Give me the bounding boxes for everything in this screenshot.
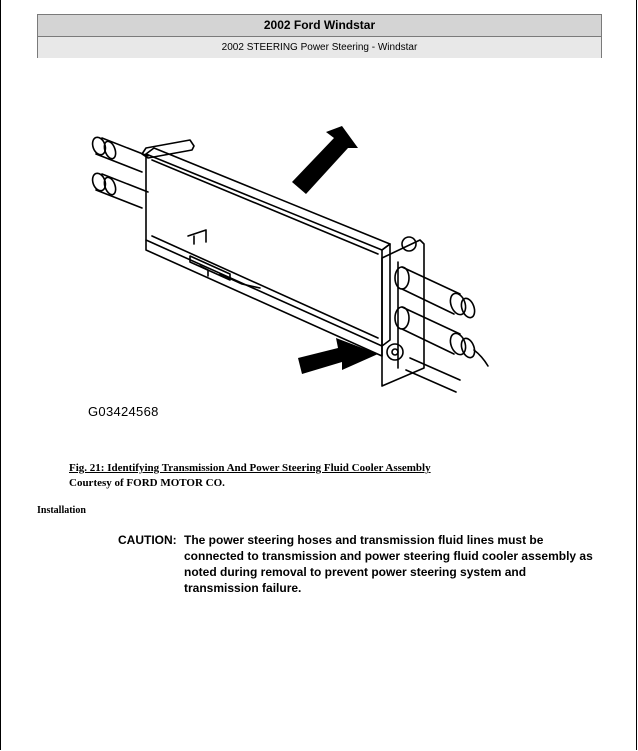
- upper-bolt: [402, 237, 416, 251]
- cooler-top-edge: [146, 148, 390, 250]
- section-heading: Installation: [37, 505, 86, 516]
- caution-label: CAUTION:: [118, 533, 177, 547]
- lower-bolt: [387, 344, 403, 360]
- caption-title: Fig. 21: Identifying Transmission And Power Steering Fluid Cooler Assembly: [69, 462, 431, 474]
- left-lower-tube: [90, 171, 148, 208]
- figure-id-label: G03424568: [88, 404, 159, 419]
- caution-text: The power steering hoses and transmission fluid lines must be connected to transmission and power steering fluid cooler assembly as noted during removal to prevent power steering system and transmission failure.: [184, 533, 593, 595]
- header-title: 2002 Ford Windstar: [38, 15, 601, 37]
- document-header: [37, 14, 602, 58]
- right-bracket: [382, 240, 424, 386]
- bottom-flange: [146, 240, 382, 356]
- upper-pointer-arrow: [292, 126, 358, 194]
- cooler-right-edge: [382, 244, 390, 346]
- fluid-cooler-illustration: [80, 118, 510, 428]
- left-upper-tube: [90, 135, 148, 172]
- lower-pointer-arrow: [298, 338, 378, 374]
- header-subtitle: 2002 STEERING Power Steering - Windstar: [38, 37, 601, 58]
- caption-credit: Courtesy of FORD MOTOR CO.: [69, 477, 225, 489]
- figure-caption: [69, 461, 431, 491]
